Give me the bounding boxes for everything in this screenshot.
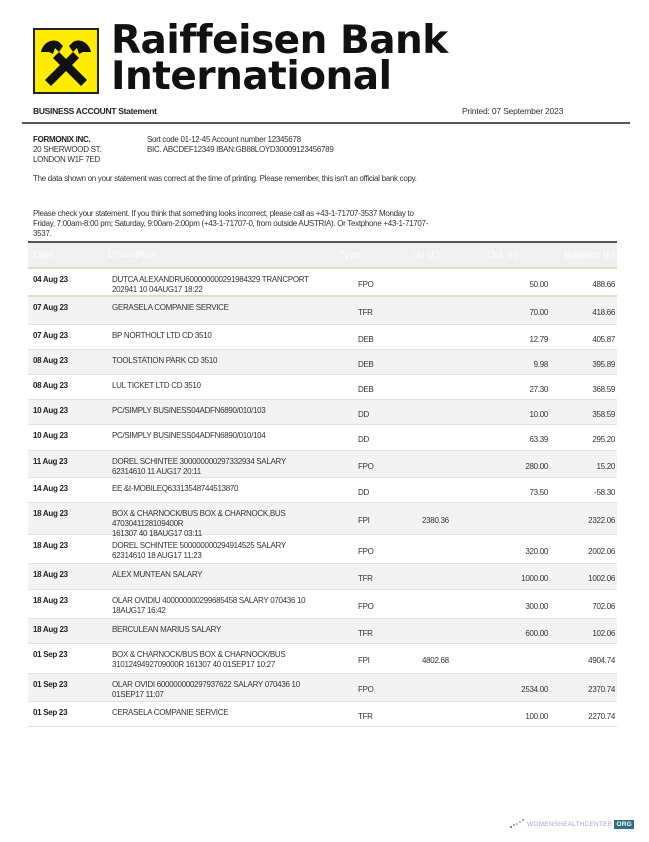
description-line-1: PC/SIMPLY BUSINESS04ADFN6890/010/104 <box>112 431 266 440</box>
cell-description <box>112 535 358 561</box>
cell-out: 50.00 <box>529 279 548 289</box>
cell-balance: -58.30 <box>594 487 615 497</box>
cell-date: 08 Aug 23 <box>33 356 68 365</box>
cell-type: TFR <box>358 628 373 638</box>
cell-type: FPI <box>358 656 370 665</box>
table-row <box>28 590 617 619</box>
cell-out: 63.39 <box>529 435 548 444</box>
cell-out: 73.50 <box>529 487 548 497</box>
cell-description <box>112 478 358 494</box>
cell-in <box>418 686 476 690</box>
description-line-1: TOOLSTATION PARK CD 3510 <box>112 356 218 365</box>
cell-out: 300.00 <box>525 601 548 611</box>
cell-in <box>418 335 476 339</box>
cell-description <box>112 590 358 616</box>
description-line-2: 202941 10 04AUG17 18:22 <box>112 285 203 294</box>
watermark-logo <box>510 819 634 829</box>
cell-description <box>112 400 358 416</box>
description-line-1: ALEX MUNTEAN SALARY <box>112 570 203 579</box>
cell-date: 11 Aug 23 <box>33 457 68 466</box>
cell-date: 01 Sep 23 <box>33 680 68 689</box>
cell-type: FPI <box>358 516 370 525</box>
cell-in <box>418 712 476 716</box>
table-row <box>28 478 617 503</box>
description-line-1: EE &t-MOBILEQ63313548744513870 <box>112 484 239 493</box>
description-line-1: BOX & CHARNOCK/BUS BOX & CHARNOCK,BUS 4703041128109400R <box>112 509 286 528</box>
table-row <box>28 269 617 297</box>
bank-name-line2: International <box>111 54 392 99</box>
cell-date: 18 Aug 23 <box>33 596 68 605</box>
cell-balance: 2322.06 <box>588 516 615 525</box>
cell-in <box>418 462 476 466</box>
table-row <box>28 644 617 674</box>
table-row <box>28 325 617 350</box>
cell-date: 18 Aug 23 <box>33 570 68 579</box>
cell-balance: 368.59 <box>592 384 615 394</box>
bic-iban: BIC. ABCDEF12349 IBAN:GB88LOYD30009123456789 <box>147 145 334 154</box>
table-row <box>28 535 617 564</box>
cell-type: DEB <box>358 334 374 344</box>
cell-balance: 295.20 <box>592 435 615 444</box>
cell-description <box>112 619 358 635</box>
cell-type: DD <box>358 435 369 444</box>
cell-balance: 405.87 <box>592 334 615 344</box>
cell-description <box>112 375 358 391</box>
cell-description <box>112 350 358 366</box>
address-line-2: LONDON W1F 7ED <box>33 155 100 164</box>
description-line-1: GERASELA COMPANIE SERVICE <box>112 303 229 312</box>
cell-type: TFR <box>358 308 373 317</box>
cell-out: 70.00 <box>529 308 548 317</box>
table-body <box>28 269 617 727</box>
column-header-description: Description <box>107 249 158 260</box>
cell-description <box>112 451 358 477</box>
cell-date: 08 Aug 23 <box>33 381 68 390</box>
bank-name <box>111 18 448 99</box>
cell-in <box>418 436 476 440</box>
cell-description <box>112 425 358 441</box>
cell-type: DD <box>358 409 369 419</box>
cell-type: TFR <box>358 574 373 583</box>
cell-date: 14 Aug 23 <box>33 484 68 493</box>
cell-date: 04 Aug 23 <box>33 275 68 284</box>
cell-type: DEB <box>358 359 374 369</box>
account-holder-address <box>33 135 101 165</box>
table-row <box>28 451 617 478</box>
account-details <box>147 135 333 155</box>
cell-in <box>418 629 476 633</box>
description-line-1: BOX & CHARNOCK/BUS BOX & CHARNOCK/BUS <box>112 650 286 659</box>
column-header-out: Out (£) <box>486 249 519 261</box>
table-row <box>28 564 617 590</box>
cell-description <box>112 297 358 313</box>
cell-balance: 358.59 <box>592 409 615 419</box>
cell-balance: 488.66 <box>592 279 615 289</box>
watermark-tld: ORG <box>616 820 632 828</box>
cell-balance: 2370.74 <box>588 685 615 694</box>
cell-description <box>112 564 358 580</box>
table-row <box>28 702 617 727</box>
cell-in <box>418 575 476 579</box>
table-row <box>28 350 617 375</box>
description-line-2: 18AUG17 16:42 <box>112 606 166 615</box>
cell-date: 07 Aug 23 <box>33 331 68 340</box>
description-line-1: BP NORTHOLT LTD CD 3510 <box>112 331 212 340</box>
cell-description <box>112 503 358 539</box>
description-line-2: 62314610 11 AUG17 20:11 <box>112 467 201 476</box>
cell-type: FPO <box>358 279 374 289</box>
cell-out: 10.00 <box>529 409 548 419</box>
cell-date: 01 Sep 23 <box>33 650 68 659</box>
cell-date: 18 Aug 23 <box>33 509 68 518</box>
cell-balance: 702.06 <box>592 601 615 611</box>
description-line-2: 161307 40 18AUG17 03:11 <box>112 529 202 538</box>
cell-type: TFR <box>358 711 373 721</box>
table-row <box>28 400 617 425</box>
printing-notice: The data shown on your statement was correct at the time of printing. Please remember, this isn't an official bank copy. <box>33 174 417 183</box>
cell-balance: 4904.74 <box>588 656 615 665</box>
transactions-table <box>28 241 617 727</box>
description-line-2: 62314610 18 AUG17 11:23 <box>112 551 202 560</box>
dots-icon <box>510 819 524 829</box>
column-header-date: Date <box>33 249 55 261</box>
column-header-balance: Balance (£) <box>563 249 616 261</box>
table-row <box>28 619 617 644</box>
description-line-1: OLAR OVIDIU 400000000299685458 SALARY 070436 10 <box>112 596 306 605</box>
cell-in: 2380.36 <box>422 516 449 525</box>
cell-out: 100.00 <box>525 711 548 721</box>
cell-balance: 418.66 <box>592 308 615 317</box>
column-header-in: IN (£) <box>414 249 440 261</box>
table-row <box>28 425 617 451</box>
contact-notice: Please check your statement. If you think that something looks incorrect, please call as +43-1-71707-3537 Monday to Friday, 7:00am-8:00 pm; Saturday, 9:00am-2:00pm (+43-1-71707-0, from outside AUSTRIA). Or Textphone +43-1-71707-3537. <box>33 209 429 238</box>
description-line-1: BERCULEAN MARIUS SALARY <box>112 625 221 634</box>
cell-date: 01 Sep 23 <box>33 708 68 717</box>
cell-date: 07 Aug 23 <box>33 303 68 312</box>
raiffeisen-crossed-horse-heads-icon <box>33 28 99 94</box>
cell-in <box>418 309 476 313</box>
description-line-1: OLAR OVIDI 600000000297937622 SALARY 070436 10 <box>112 680 300 689</box>
description-line-1: DOREL SCHINTEE 500000000294914525 SALARY <box>112 541 286 550</box>
cell-balance: 2002.06 <box>588 546 615 556</box>
bank-name-line1: Raiffeisen Bank <box>111 18 448 63</box>
cell-out: 27.30 <box>529 384 548 394</box>
cell-in <box>418 547 476 551</box>
table-row <box>28 375 617 400</box>
table-header <box>28 241 617 269</box>
cell-out <box>476 657 548 661</box>
cell-description <box>112 674 358 700</box>
watermark-name: WOMENSHEALTHCENTER <box>527 820 613 828</box>
cell-date: 10 Aug 23 <box>33 406 68 415</box>
cell-description <box>112 702 358 718</box>
description-line-2: 01SEP17 11:07 <box>112 690 164 699</box>
cell-balance: 15.20 <box>596 461 615 471</box>
cell-in: 4802.68 <box>422 656 449 665</box>
company-name: FORMONIX INC. <box>33 135 91 144</box>
cell-date: 18 Aug 23 <box>33 541 68 550</box>
header-divider <box>22 122 630 124</box>
cell-balance: 395.89 <box>592 359 615 369</box>
description-line-2: 3101249492709000R 161307 40 01SEP17 10:27 <box>112 660 275 669</box>
cell-out: 9.98 <box>533 359 548 369</box>
cell-type: FPO <box>358 546 374 556</box>
cell-balance: 1002.06 <box>588 574 615 583</box>
description-line-1: DOREL SCHINTEE 300000000297332934 SALARY <box>112 457 286 466</box>
cell-balance: 2270.74 <box>588 711 615 721</box>
cell-out: 1000.00 <box>521 574 548 583</box>
cell-out: 280.00 <box>525 461 548 471</box>
cell-description <box>112 644 358 670</box>
sort-code-account-number: Sort code 01-12-45 Account number 12345678 <box>147 135 301 144</box>
cell-out: 2534.00 <box>521 685 548 694</box>
cell-out <box>476 517 548 521</box>
cell-in <box>418 488 476 492</box>
description-line-1: DUTCA ALEXANDRU600000000291984329 TRANCPORT <box>112 275 309 284</box>
cell-balance: 102.06 <box>592 628 615 638</box>
cell-type: FPO <box>358 685 374 694</box>
cell-description <box>112 269 358 295</box>
cell-out: 12.79 <box>529 334 548 344</box>
cell-date: 10 Aug 23 <box>33 431 68 440</box>
description-line-1: CERASELA COMPANIE SERVICE <box>112 708 229 717</box>
table-row <box>28 674 617 702</box>
description-line-1: LUL TICKET LTD CD 3510 <box>112 381 201 390</box>
address-line-1: 20 SHERWOOD ST. <box>33 145 102 154</box>
bank-logo <box>33 18 448 99</box>
column-header-type: Type <box>339 249 361 261</box>
table-row <box>28 297 617 325</box>
cell-type: FPO <box>358 601 374 611</box>
cell-in <box>418 360 476 364</box>
cell-out: 320.00 <box>525 546 548 556</box>
cell-out: 600.00 <box>525 628 548 638</box>
cell-in <box>418 385 476 389</box>
cell-in <box>418 602 476 606</box>
printed-date: Printed: 07 September 2023 <box>462 106 564 116</box>
cell-in <box>418 280 476 284</box>
cell-in <box>418 410 476 414</box>
cell-type: FPO <box>358 461 374 471</box>
cell-description <box>112 325 358 341</box>
statement-title: BUSINESS ACCOUNT Statement <box>33 106 157 116</box>
table-row <box>28 503 617 538</box>
cell-type: DEB <box>358 384 374 394</box>
cell-date: 18 Aug 23 <box>33 625 68 634</box>
cell-type: DD <box>358 487 369 497</box>
description-line-1: PC/SIMPLY BUSINESS04ADFN6890/010/103 <box>112 406 266 415</box>
